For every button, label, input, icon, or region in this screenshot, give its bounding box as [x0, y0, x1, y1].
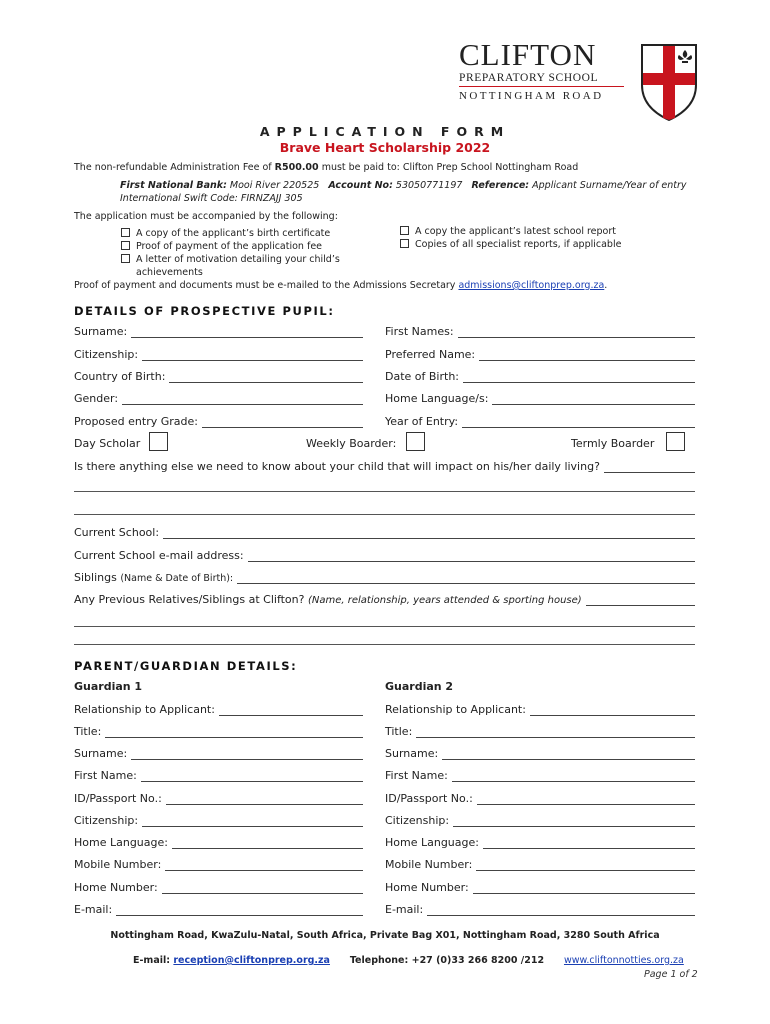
checkbox-icon[interactable] [121, 241, 130, 250]
impact-question-field[interactable]: Is there anything else we need to know about your child that will impact on his/her daily living? [74, 460, 695, 473]
g2-title-field[interactable]: Title: [385, 725, 695, 738]
school-logo-text [459, 37, 624, 102]
logo-location: NOTTINGHAM ROAD [459, 90, 604, 102]
logo-school: PREPARATORY SCHOOL [459, 72, 599, 84]
logo-name: CLIFTON [459, 37, 597, 72]
day-scholar-checkbox[interactable] [149, 432, 168, 451]
fee-pre: The non-refundable Administration Fee of [74, 162, 272, 173]
checklist-item: A copy the applicant’s latest school report [400, 225, 621, 238]
checklist-item: Proof of payment of the application fee [121, 240, 340, 253]
checklist-item: Copies of all specialist reports, if applicable [400, 238, 621, 251]
g2-mobile-field[interactable]: Mobile Number: [385, 858, 695, 871]
fee-amount: R500.00 [274, 162, 319, 173]
checklist-item: A copy of the applicant’s birth certificate [121, 227, 340, 240]
g2-relationship-field[interactable]: Relationship to Applicant: [385, 703, 695, 716]
checklist-item-cont: achievements [136, 267, 203, 278]
bank-label: First National Bank: [120, 180, 227, 191]
reception-email-link[interactable]: reception@cliftonprep.org.za [173, 955, 330, 966]
telephone: Telephone: +27 (0)33 266 8200 /212 [349, 955, 545, 966]
g2-surname-field[interactable]: Surname: [385, 747, 695, 760]
g2-citizenship-field[interactable]: Citizenship: [385, 814, 695, 827]
current-school-email-field[interactable]: Current School e-mail address: [74, 549, 695, 562]
g1-surname-field[interactable]: Surname: [74, 747, 363, 760]
swift-code: International Swift Code: FIRNZAJJ 305 [120, 193, 303, 204]
footer-contacts: E-mail: reception@cliftonprep.org.za Telephone: +27 (0)33 266 8200 /212 www.cliftonnotties.org.za [133, 955, 684, 966]
footer-address: Nottingham Road, KwaZulu-Natal, South Africa, Private Bag X01, Nottingham Road, 3280 South Africa [110, 930, 660, 941]
school-crest-icon [640, 43, 698, 121]
g2-home-number-field[interactable]: Home Number: [385, 881, 695, 894]
date-of-birth-field[interactable]: Date of Birth: [385, 370, 695, 383]
preferred-name-field[interactable]: Preferred Name: [385, 348, 695, 361]
g2-first-name-field[interactable]: First Name: [385, 769, 695, 782]
email-instruction: Proof of payment and documents must be e-mailed to the Admissions Secretary admissions@cliftonprep.org.za. [74, 280, 608, 291]
g1-id-field[interactable]: ID/Passport No.: [74, 792, 363, 805]
checklist-left [121, 227, 340, 279]
surname-field[interactable]: Surname: [74, 325, 363, 338]
form-subtitle: Brave Heart Scholarship 2022 [279, 140, 491, 155]
g1-title-field[interactable]: Title: [74, 725, 363, 738]
g2-home-language-field[interactable]: Home Language: [385, 836, 695, 849]
first-names-field[interactable]: First Names: [385, 325, 695, 338]
logo-divider [459, 86, 624, 87]
termly-boarder-checkbox[interactable] [666, 432, 685, 451]
gender-field[interactable]: Gender: [74, 392, 363, 405]
termly-boarder-label: Termly Boarder [571, 437, 655, 450]
reference-label: Reference: [471, 180, 530, 191]
checklist-item: A letter of motivation detailing your child’s [121, 253, 340, 266]
page-number: Page 1 of 2 [644, 969, 698, 980]
current-school-field[interactable]: Current School: [74, 526, 695, 539]
relatives-answer-line[interactable] [74, 626, 695, 627]
g1-citizenship-field[interactable]: Citizenship: [74, 814, 363, 827]
fee-text [74, 162, 578, 173]
guardian-1-heading: Guardian 1 [74, 680, 143, 693]
g1-home-language-field[interactable]: Home Language: [74, 836, 363, 849]
home-language-field[interactable]: Home Language/s: [385, 392, 695, 405]
g1-first-name-field[interactable]: First Name: [74, 769, 363, 782]
account-label: Account No: [328, 180, 393, 191]
g1-mobile-field[interactable]: Mobile Number: [74, 858, 363, 871]
country-of-birth-field[interactable]: Country of Birth: [74, 370, 363, 383]
checkbox-icon[interactable] [400, 226, 409, 235]
checkbox-icon[interactable] [400, 239, 409, 248]
year-of-entry-field[interactable]: Year of Entry: [385, 415, 695, 428]
accompany-text: The application must be accompanied by the following: [74, 211, 338, 222]
checkbox-icon[interactable] [121, 228, 130, 237]
checklist-right [400, 225, 621, 251]
g1-home-number-field[interactable]: Home Number: [74, 881, 363, 894]
relatives-field[interactable]: Any Previous Relatives/Siblings at Clifton? (Name, relationship, years attended & sporting house) [74, 593, 695, 606]
checkbox-icon[interactable] [121, 254, 130, 263]
impact-answer-line[interactable] [74, 514, 695, 515]
impact-answer-line[interactable] [74, 491, 695, 492]
g1-relationship-field[interactable]: Relationship to Applicant: [74, 703, 363, 716]
g1-email-field[interactable]: E-mail: [74, 903, 363, 916]
bank-details [120, 180, 687, 191]
relatives-answer-line[interactable] [74, 644, 695, 645]
day-scholar-label: Day Scholar [74, 437, 141, 450]
weekly-boarder-label: Weekly Boarder: [306, 437, 397, 450]
citizenship-field[interactable]: Citizenship: [74, 348, 363, 361]
g2-email-field[interactable]: E-mail: [385, 903, 695, 916]
guardian-section-heading: PARENT/GUARDIAN DETAILS: [74, 659, 298, 673]
admissions-email-link[interactable]: admissions@cliftonprep.org.za [458, 280, 605, 291]
siblings-field[interactable]: Siblings (Name & Date of Birth): [74, 571, 695, 584]
guardian-2-heading: Guardian 2 [385, 680, 454, 693]
weekly-boarder-checkbox[interactable] [406, 432, 425, 451]
bank-value: Mooi River 220525 [229, 180, 320, 191]
fee-post: must be paid to: Clifton Prep School Nottingham Road [321, 162, 579, 173]
website-link[interactable]: www.cliftonnotties.org.za [563, 955, 684, 966]
proposed-grade-field[interactable]: Proposed entry Grade: [74, 415, 363, 428]
g2-id-field[interactable]: ID/Passport No.: [385, 792, 695, 805]
pupil-section-heading: DETAILS OF PROSPECTIVE PUPIL: [74, 304, 335, 318]
reference-value: Applicant Surname/Year of entry [532, 180, 687, 191]
account-value: 53050771197 [395, 180, 463, 191]
form-title: APPLICATION FORM [259, 124, 511, 139]
